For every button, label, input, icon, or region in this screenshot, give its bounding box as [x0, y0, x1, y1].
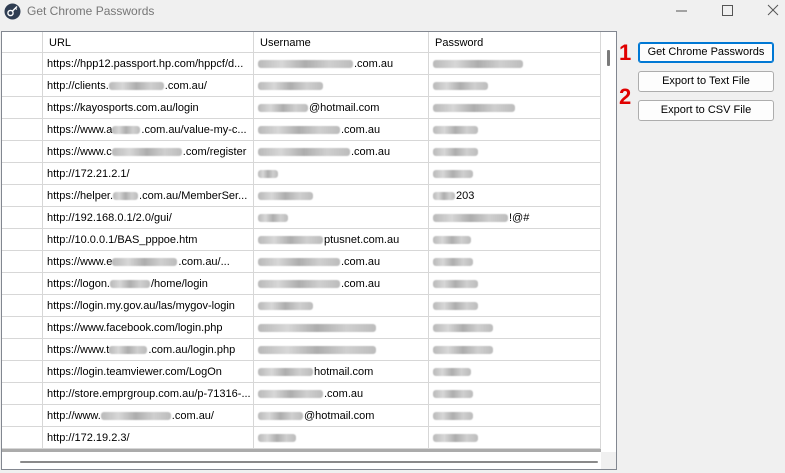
table-row[interactable] — [2, 339, 601, 361]
table-row[interactable] — [2, 427, 601, 449]
url-text-suffix: .com.au/value-my-c... — [141, 124, 247, 136]
password-cell[interactable] — [429, 317, 601, 339]
redacted-text — [110, 280, 150, 288]
url-text-suffix: .com.au/ — [164, 80, 207, 92]
url-text: https://www.t — [47, 344, 110, 356]
password-text: !@# — [509, 212, 530, 224]
url-text-suffix: .com.au/MemberSer... — [139, 190, 248, 202]
row-header[interactable] — [2, 251, 43, 273]
password-cell[interactable] — [429, 185, 601, 207]
step-1-annotation: 1 — [619, 40, 632, 65]
redacted-text — [433, 170, 473, 178]
redacted-text — [433, 302, 478, 310]
url-text: https://www.facebook.com/login.php — [47, 322, 223, 334]
url-text: https://kayosports.com.au/login — [47, 102, 199, 114]
minimize-icon — [662, 0, 702, 24]
password-grid[interactable] — [1, 31, 617, 470]
column-header-username[interactable]: Username — [254, 32, 429, 53]
url-text: http://172.19.2.3/ — [47, 432, 130, 444]
redacted-text — [258, 412, 303, 420]
url-text: https://logon. — [47, 278, 110, 290]
username-cell[interactable] — [254, 339, 429, 361]
redacted-text — [433, 258, 473, 266]
column-header-password[interactable]: Password — [429, 32, 601, 53]
scrollbar-corner — [601, 452, 616, 469]
table-row[interactable] — [2, 317, 601, 339]
username-cell[interactable] — [254, 141, 429, 163]
username-cell[interactable] — [254, 361, 429, 383]
table-row[interactable] — [2, 53, 601, 75]
password-cell[interactable] — [429, 75, 601, 97]
url-cell[interactable] — [43, 317, 254, 339]
row-header[interactable] — [2, 273, 43, 295]
redacted-text — [113, 192, 138, 200]
redacted-text — [112, 258, 177, 266]
redacted-text — [109, 346, 147, 354]
redacted-text — [258, 126, 340, 134]
url-cell[interactable] — [43, 295, 254, 317]
table-row[interactable] — [2, 163, 601, 185]
password-text: 203 — [456, 190, 475, 202]
row-header[interactable] — [2, 207, 43, 229]
table-row[interactable] — [2, 383, 601, 405]
username-cell[interactable] — [254, 295, 429, 317]
password-cell[interactable] — [429, 339, 601, 361]
redacted-text — [433, 236, 471, 244]
row-header[interactable] — [2, 119, 43, 141]
redacted-text — [258, 258, 340, 266]
username-text: .com.au — [354, 58, 394, 70]
password-cell[interactable] — [429, 229, 601, 251]
username-cell[interactable] — [254, 53, 429, 75]
url-cell[interactable] — [43, 405, 254, 427]
redacted-text — [433, 434, 478, 442]
redacted-text — [258, 302, 313, 310]
redacted-text — [258, 214, 288, 222]
row-header[interactable] — [2, 295, 43, 317]
url-cell[interactable] — [43, 339, 254, 361]
url-text: http://172.21.2.1/ — [47, 168, 130, 180]
row-header[interactable] — [2, 317, 43, 339]
table-row[interactable] — [2, 75, 601, 97]
redacted-text — [258, 390, 323, 398]
table-row[interactable] — [2, 141, 601, 163]
url-cell[interactable] — [43, 163, 254, 185]
redacted-text — [433, 126, 478, 134]
redacted-text — [258, 82, 323, 90]
get-chrome-passwords-button[interactable]: Get Chrome Passwords — [638, 42, 774, 63]
url-text: https://www.e — [47, 256, 113, 268]
maximize-button[interactable] — [706, 0, 746, 24]
username-cell[interactable] — [254, 207, 429, 229]
table-row[interactable] — [2, 405, 601, 427]
username-text: .com.au — [341, 256, 381, 268]
username-cell[interactable] — [254, 163, 429, 185]
username-cell[interactable] — [254, 97, 429, 119]
username-cell[interactable] — [254, 251, 429, 273]
url-cell[interactable] — [43, 97, 254, 119]
table-row[interactable] — [2, 185, 601, 207]
row-header[interactable] — [2, 53, 43, 75]
url-text: https://login.teamviewer.com/LogOn — [47, 366, 222, 378]
username-text: .com.au — [341, 278, 381, 290]
username-cell[interactable] — [254, 427, 429, 449]
horizontal-scrollbar[interactable] — [2, 452, 601, 469]
window-title: Get Chrome Passwords — [27, 4, 155, 18]
redacted-text — [258, 324, 376, 332]
redacted-text — [258, 280, 340, 288]
column-header-url[interactable]: URL — [43, 32, 254, 53]
redacted-text — [433, 324, 493, 332]
table-row[interactable] — [2, 207, 601, 229]
redacted-text — [112, 148, 182, 156]
vertical-scrollbar[interactable] — [601, 32, 616, 452]
redacted-text — [258, 148, 350, 156]
row-header[interactable] — [2, 229, 43, 251]
url-text: https://hpp12.passport.hp.com/hppcf/d... — [47, 58, 244, 70]
url-cell[interactable] — [43, 229, 254, 251]
username-text: .com.au — [351, 146, 391, 158]
step-2-annotation: 2 — [619, 84, 632, 109]
row-header[interactable] — [2, 97, 43, 119]
app-icon — [4, 3, 21, 20]
username-cell[interactable] — [254, 75, 429, 97]
redacted-text — [433, 82, 488, 90]
url-cell[interactable] — [43, 383, 254, 405]
redacted-text — [433, 148, 478, 156]
close-button[interactable] — [748, 0, 785, 24]
redacted-text — [101, 412, 171, 420]
table-row[interactable] — [2, 295, 601, 317]
password-cell[interactable] — [429, 383, 601, 405]
maximize-icon — [706, 0, 746, 24]
password-cell[interactable] — [429, 405, 601, 427]
username-cell[interactable] — [254, 119, 429, 141]
url-text-suffix: .com.au/ — [171, 410, 214, 422]
row-header[interactable] — [2, 405, 43, 427]
redacted-text — [433, 412, 473, 420]
url-cell[interactable] — [43, 53, 254, 75]
username-text: ptusnet.com.au — [324, 234, 400, 246]
redacted-text — [258, 104, 308, 112]
url-text: http://www. — [47, 410, 101, 422]
username-cell[interactable] — [254, 185, 429, 207]
url-cell[interactable] — [43, 141, 254, 163]
username-text: .com.au — [324, 388, 364, 400]
password-cell[interactable] — [429, 251, 601, 273]
title-bar — [0, 0, 785, 24]
redacted-text — [258, 236, 323, 244]
username-text: .com.au — [341, 124, 381, 136]
password-cell[interactable] — [429, 295, 601, 317]
url-text: http://10.0.0.1/BAS_pppoe.htm — [47, 234, 198, 246]
username-cell[interactable] — [254, 273, 429, 295]
username-text: @hotmail.com — [304, 410, 375, 422]
redacted-text — [258, 60, 353, 68]
url-text-suffix: .com.au/login.php — [148, 344, 236, 356]
row-header[interactable] — [2, 163, 43, 185]
row-header[interactable] — [2, 361, 43, 383]
row-header[interactable] — [2, 141, 43, 163]
url-cell[interactable] — [43, 427, 254, 449]
table-row[interactable] — [2, 119, 601, 141]
horizontal-scroll-thumb[interactable] — [20, 461, 598, 463]
redacted-text — [112, 126, 140, 134]
password-cell[interactable] — [429, 361, 601, 383]
url-cell[interactable] — [43, 185, 254, 207]
vertical-scroll-thumb[interactable] — [607, 50, 610, 66]
url-cell[interactable] — [43, 361, 254, 383]
username-text: @hotmail.com — [309, 102, 380, 114]
password-cell[interactable] — [429, 53, 601, 75]
url-text: https://login.my.gov.au/las/mygov-login — [47, 300, 235, 312]
password-cell[interactable] — [429, 97, 601, 119]
url-text: https://helper. — [47, 190, 114, 202]
url-text: http://store.emprgroup.com.au/p-71316-... — [47, 388, 251, 400]
export-csv-button[interactable]: Export to CSV File — [638, 100, 774, 121]
table-row[interactable] — [2, 229, 601, 251]
redacted-text — [433, 280, 478, 288]
url-text: https://www.a — [47, 124, 113, 136]
url-cell[interactable] — [43, 251, 254, 273]
url-text: https://www.c — [47, 146, 112, 158]
redacted-text — [433, 390, 473, 398]
redacted-text — [258, 346, 376, 354]
table-row[interactable] — [2, 97, 601, 119]
redacted-text — [433, 60, 523, 68]
username-cell[interactable] — [254, 317, 429, 339]
password-cell[interactable] — [429, 207, 601, 229]
redacted-text — [109, 82, 164, 90]
redacted-text — [433, 368, 471, 376]
redacted-text — [433, 346, 493, 354]
table-row[interactable] — [2, 251, 601, 273]
password-cell[interactable] — [429, 163, 601, 185]
url-cell[interactable] — [43, 273, 254, 295]
redacted-text — [258, 434, 296, 442]
password-cell[interactable] — [429, 427, 601, 449]
password-cell[interactable] — [429, 273, 601, 295]
username-cell[interactable] — [254, 383, 429, 405]
redacted-text — [258, 368, 313, 376]
grid-header — [2, 32, 601, 53]
url-text: http://192.168.0.1/2.0/gui/ — [47, 212, 172, 224]
redacted-text — [433, 104, 515, 112]
row-header[interactable] — [2, 185, 43, 207]
redacted-text — [258, 192, 313, 200]
url-text-suffix: /home/login — [151, 278, 208, 290]
url-cell[interactable] — [43, 119, 254, 141]
password-cell[interactable] — [429, 119, 601, 141]
username-cell[interactable] — [254, 229, 429, 251]
password-cell[interactable] — [429, 141, 601, 163]
row-header[interactable] — [2, 383, 43, 405]
minimize-button[interactable] — [662, 0, 702, 24]
url-text: http://clients. — [47, 80, 109, 92]
row-header[interactable] — [2, 339, 43, 361]
url-cell[interactable] — [43, 75, 254, 97]
username-cell[interactable] — [254, 405, 429, 427]
url-text-suffix: .com/register — [182, 146, 247, 158]
row-header-corner — [2, 32, 43, 53]
url-cell[interactable] — [43, 207, 254, 229]
redacted-text — [258, 170, 278, 178]
redacted-text — [433, 214, 508, 222]
table-row[interactable] — [2, 361, 601, 383]
export-text-button[interactable]: Export to Text File — [638, 71, 774, 92]
grid-body — [2, 53, 601, 449]
url-text-suffix: .com.au/... — [178, 256, 230, 268]
redacted-text — [433, 192, 455, 200]
close-icon — [748, 0, 785, 24]
row-header[interactable] — [2, 75, 43, 97]
row-header[interactable] — [2, 427, 43, 449]
username-text: hotmail.com — [314, 366, 374, 378]
table-row[interactable] — [2, 273, 601, 295]
